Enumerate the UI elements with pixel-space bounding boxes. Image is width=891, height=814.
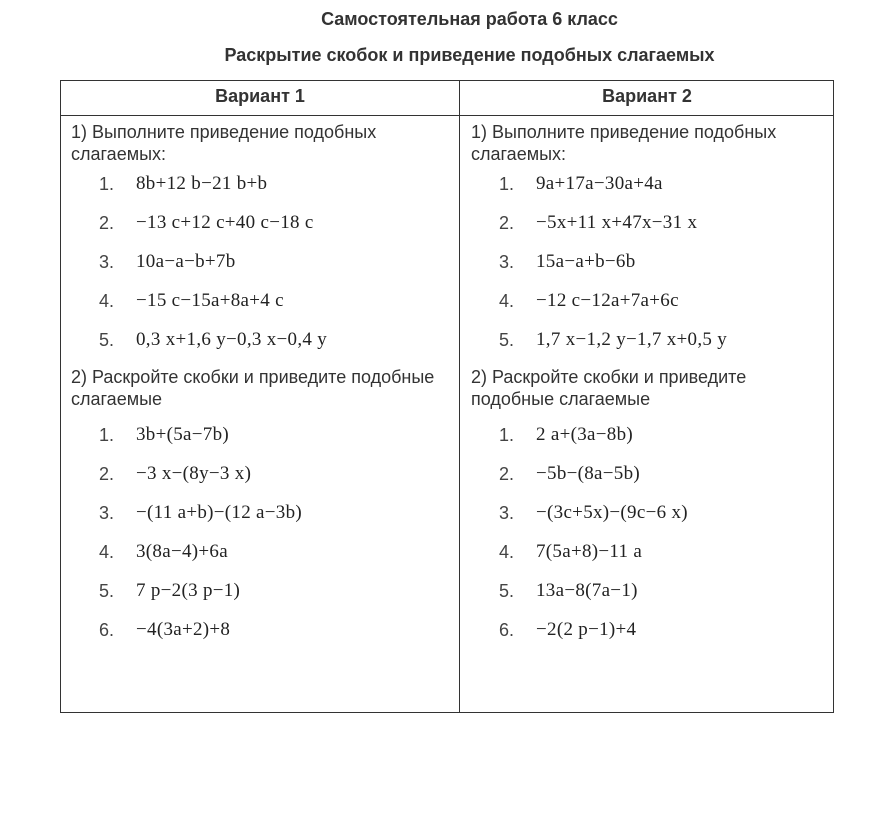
list-item bbox=[61, 282, 459, 321]
math-expression: −4(3a+2)+8 bbox=[136, 619, 231, 640]
math-expression: −5x+11 x+47x−31 x bbox=[536, 212, 698, 233]
list-item bbox=[61, 533, 459, 572]
math-expression: 2 a+(3a−8b) bbox=[536, 424, 634, 445]
variant-2-task-2: 2) Раскройте скобки и приведите подобные слагаемые bbox=[471, 367, 747, 409]
math-expression: 7 p−2(3 p−1) bbox=[136, 580, 241, 601]
variant-1-task-1-list bbox=[61, 165, 459, 360]
math-expression: 8b+12 b−21 b+b bbox=[136, 173, 268, 194]
list-item bbox=[461, 455, 833, 494]
list-item bbox=[461, 611, 833, 650]
variant-1-task-2-list bbox=[61, 416, 459, 650]
item-number: 5. bbox=[499, 330, 515, 350]
math-expression: −12 c−12a+7a+6c bbox=[536, 290, 679, 311]
list-item bbox=[61, 321, 459, 360]
page-title: Самостоятельная работа 6 класс bbox=[321, 9, 618, 29]
list-item bbox=[61, 204, 459, 243]
list-item bbox=[461, 165, 833, 204]
item-number: 6. bbox=[499, 620, 515, 640]
math-expression: −(3c+5x)−(9c−6 x) bbox=[536, 502, 688, 523]
variant-1-task-2: 2) Раскройте скобки и приведите подобные слагаемые bbox=[71, 367, 435, 409]
math-expression: −2(2 p−1)+4 bbox=[536, 619, 637, 640]
list-item bbox=[461, 243, 833, 282]
math-expression: −15 c−15a+8a+4 c bbox=[136, 290, 284, 311]
list-item bbox=[461, 494, 833, 533]
item-number: 6. bbox=[99, 620, 115, 640]
list-item bbox=[461, 282, 833, 321]
list-item bbox=[461, 533, 833, 572]
item-number: 2. bbox=[499, 464, 515, 484]
item-number: 5. bbox=[499, 581, 515, 601]
list-item bbox=[61, 243, 459, 282]
list-item bbox=[461, 416, 833, 455]
math-expression: 9a+17a−30a+4a bbox=[536, 173, 663, 194]
variant-2-column bbox=[461, 81, 833, 650]
list-item bbox=[461, 572, 833, 611]
variant-1-header: Вариант 1 bbox=[215, 86, 305, 106]
variant-2-task-2-list bbox=[461, 416, 833, 650]
item-number: 4. bbox=[499, 542, 515, 562]
item-number: 3. bbox=[499, 503, 515, 523]
variant-1-column bbox=[61, 81, 459, 650]
math-expression: 7(5a+8)−11 a bbox=[536, 541, 643, 562]
list-item bbox=[61, 572, 459, 611]
list-item bbox=[61, 611, 459, 650]
item-number: 3. bbox=[99, 503, 115, 523]
math-expression: 13a−8(7a−1) bbox=[536, 580, 638, 601]
item-number: 4. bbox=[499, 291, 515, 311]
item-number: 4. bbox=[99, 542, 115, 562]
variant-2-task-1: 1) Выполните приведение подобных слагаемых: bbox=[471, 122, 777, 164]
item-number: 2. bbox=[99, 213, 115, 233]
math-expression: 0,3 x+1,6 y−0,3 x−0,4 y bbox=[136, 329, 328, 350]
item-number: 2. bbox=[99, 464, 115, 484]
item-number: 3. bbox=[499, 252, 515, 272]
math-expression: −(11 a+b)−(12 a−3b) bbox=[136, 502, 303, 523]
item-number: 2. bbox=[499, 213, 515, 233]
item-number: 4. bbox=[99, 291, 115, 311]
math-expression: 3b+(5a−7b) bbox=[136, 424, 230, 445]
variants-table bbox=[60, 80, 834, 713]
column-divider bbox=[459, 81, 460, 712]
list-item bbox=[61, 165, 459, 204]
math-expression: −3 x−(8y−3 x) bbox=[136, 463, 252, 484]
item-number: 1. bbox=[499, 174, 515, 194]
variant-2-header: Вариант 2 bbox=[602, 86, 692, 106]
item-number: 1. bbox=[499, 425, 515, 445]
item-number: 1. bbox=[99, 425, 115, 445]
math-expression: 3(8a−4)+6a bbox=[136, 541, 228, 562]
math-expression: 15a−a+b−6b bbox=[536, 251, 636, 272]
math-expression: −13 c+12 c+40 c−18 c bbox=[136, 212, 314, 233]
list-item bbox=[461, 204, 833, 243]
math-expression: 10a−a−b+7b bbox=[136, 251, 236, 272]
item-number: 5. bbox=[99, 330, 115, 350]
math-expression: 1,7 x−1,2 y−1,7 x+0,5 y bbox=[536, 329, 728, 350]
list-item bbox=[61, 455, 459, 494]
list-item bbox=[61, 494, 459, 533]
variant-2-task-1-list bbox=[461, 165, 833, 360]
item-number: 1. bbox=[99, 174, 115, 194]
item-number: 3. bbox=[99, 252, 115, 272]
list-item bbox=[61, 416, 459, 455]
list-item bbox=[461, 321, 833, 360]
page-subtitle: Раскрытие скобок и приведение подобных слагаемых bbox=[224, 45, 715, 65]
item-number: 5. bbox=[99, 581, 115, 601]
math-expression: −5b−(8a−5b) bbox=[536, 463, 641, 484]
variant-1-task-1: 1) Выполните приведение подобных слагаемых: bbox=[71, 122, 377, 164]
